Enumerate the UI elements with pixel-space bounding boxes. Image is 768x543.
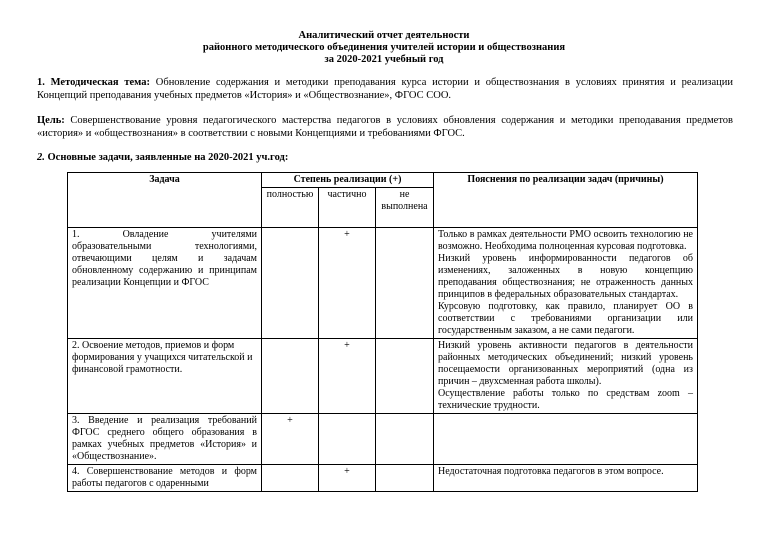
explanation-text: Низкий уровень информированности педагогов об изменениях, заложенных в новую концепцию преподавания обществознания; не отраженность данных принципов в федеральных образовательных стандартах. xyxy=(438,253,693,300)
report-title-line-2: районного методического объединения учителей истории и обществознания xyxy=(202,42,566,53)
section-2-heading xyxy=(37,152,288,164)
explanation-text: Низкий уровень активности педагогов в деятельности районных методических объединений; низкий уровень посещаемости организованных мероприятий (одна из причин – двухсменная работа школы). xyxy=(438,340,693,387)
not-done-cell xyxy=(376,465,434,492)
not-done-cell xyxy=(376,228,434,339)
section-2-number: 2. xyxy=(37,152,45,163)
task-cell: 4. Совершенствование методов и форм работы педагогов с одаренными xyxy=(68,465,262,492)
task-cell: 2. Освоение методов, приемов и форм формирования у учащихся читательской и финансовой грамотности. xyxy=(68,339,262,414)
partial-cell: + xyxy=(319,339,376,414)
tasks-table xyxy=(67,172,698,492)
explanation-text: Недостаточная подготовка педагогов в этом вопросе. xyxy=(438,466,664,477)
table-row xyxy=(68,465,698,492)
methodical-theme-text: Обновление содержания и методики преподавания курса истории и обществознания в условиях принятия и реализации Концепций преподавания учебных предметов «История» и «Обществознание», ФГОС СОО. xyxy=(37,77,733,101)
header-not-done: не выполнена xyxy=(376,188,434,228)
table-header-row xyxy=(68,173,698,188)
goal-label: Цель: xyxy=(37,115,65,126)
explanation-text: Осуществление работы только по средствам zoom – технические трудности. xyxy=(438,388,693,411)
full-cell xyxy=(262,228,319,339)
table-row xyxy=(68,414,698,465)
explanation-cell xyxy=(434,339,698,414)
methodical-theme-label: 1. Методическая тема: xyxy=(37,77,150,88)
table-row xyxy=(68,228,698,339)
full-cell: + xyxy=(262,414,319,465)
explanation-cell xyxy=(434,465,698,492)
full-cell xyxy=(262,465,319,492)
explanation-cell xyxy=(434,228,698,339)
task-cell: 1. Овладение учителями образовательными технологиями, отвечающими целям и задачам обновленному содержанию и принципам реализации Концепции и ФГОС xyxy=(68,228,262,339)
not-done-cell xyxy=(376,414,434,465)
not-done-cell xyxy=(376,339,434,414)
report-title-line-3: за 2020-2021 учебный год xyxy=(324,54,444,65)
methodical-theme xyxy=(37,77,733,102)
partial-cell xyxy=(319,414,376,465)
goal-text: Совершенствование уровня педагогического мастерства педагогов в условиях обновления содержания и методики преподавания предметов «история» и «обществознания» в соответствии с новыми Концепциями и требованиями ФГОС. xyxy=(37,115,733,139)
task-cell: 3. Введение и реализация требований ФГОС среднего общего образования в рамках учебных предметов «История» и «Обществознание». xyxy=(68,414,262,465)
table-row xyxy=(68,339,698,414)
partial-cell: + xyxy=(319,465,376,492)
partial-cell: + xyxy=(319,228,376,339)
header-full: полностью xyxy=(262,188,319,228)
full-cell xyxy=(262,339,319,414)
header-explanation: Пояснения по реализации задач (причины) xyxy=(434,173,698,228)
header-partial: частично xyxy=(319,188,376,228)
explanation-text: Только в рамках деятельности РМО освоить технологию не возможно. Необходима полноценная курсовая подготовка. xyxy=(438,229,693,252)
explanation-text: Курсовую подготовку, как правило, планирует ОО в соответствии с требованиями организации или государственным заказом, а не сами педагоги. xyxy=(438,301,693,336)
explanation-cell xyxy=(434,414,698,465)
goal-paragraph xyxy=(37,115,733,140)
header-task: Задача xyxy=(68,173,262,228)
report-title-line-1: Аналитический отчет деятельности xyxy=(298,30,470,41)
header-degree: Степень реализации (+) xyxy=(262,173,434,188)
section-2-title: Основные задачи, заявленные на 2020-2021 уч.год: xyxy=(44,152,289,163)
